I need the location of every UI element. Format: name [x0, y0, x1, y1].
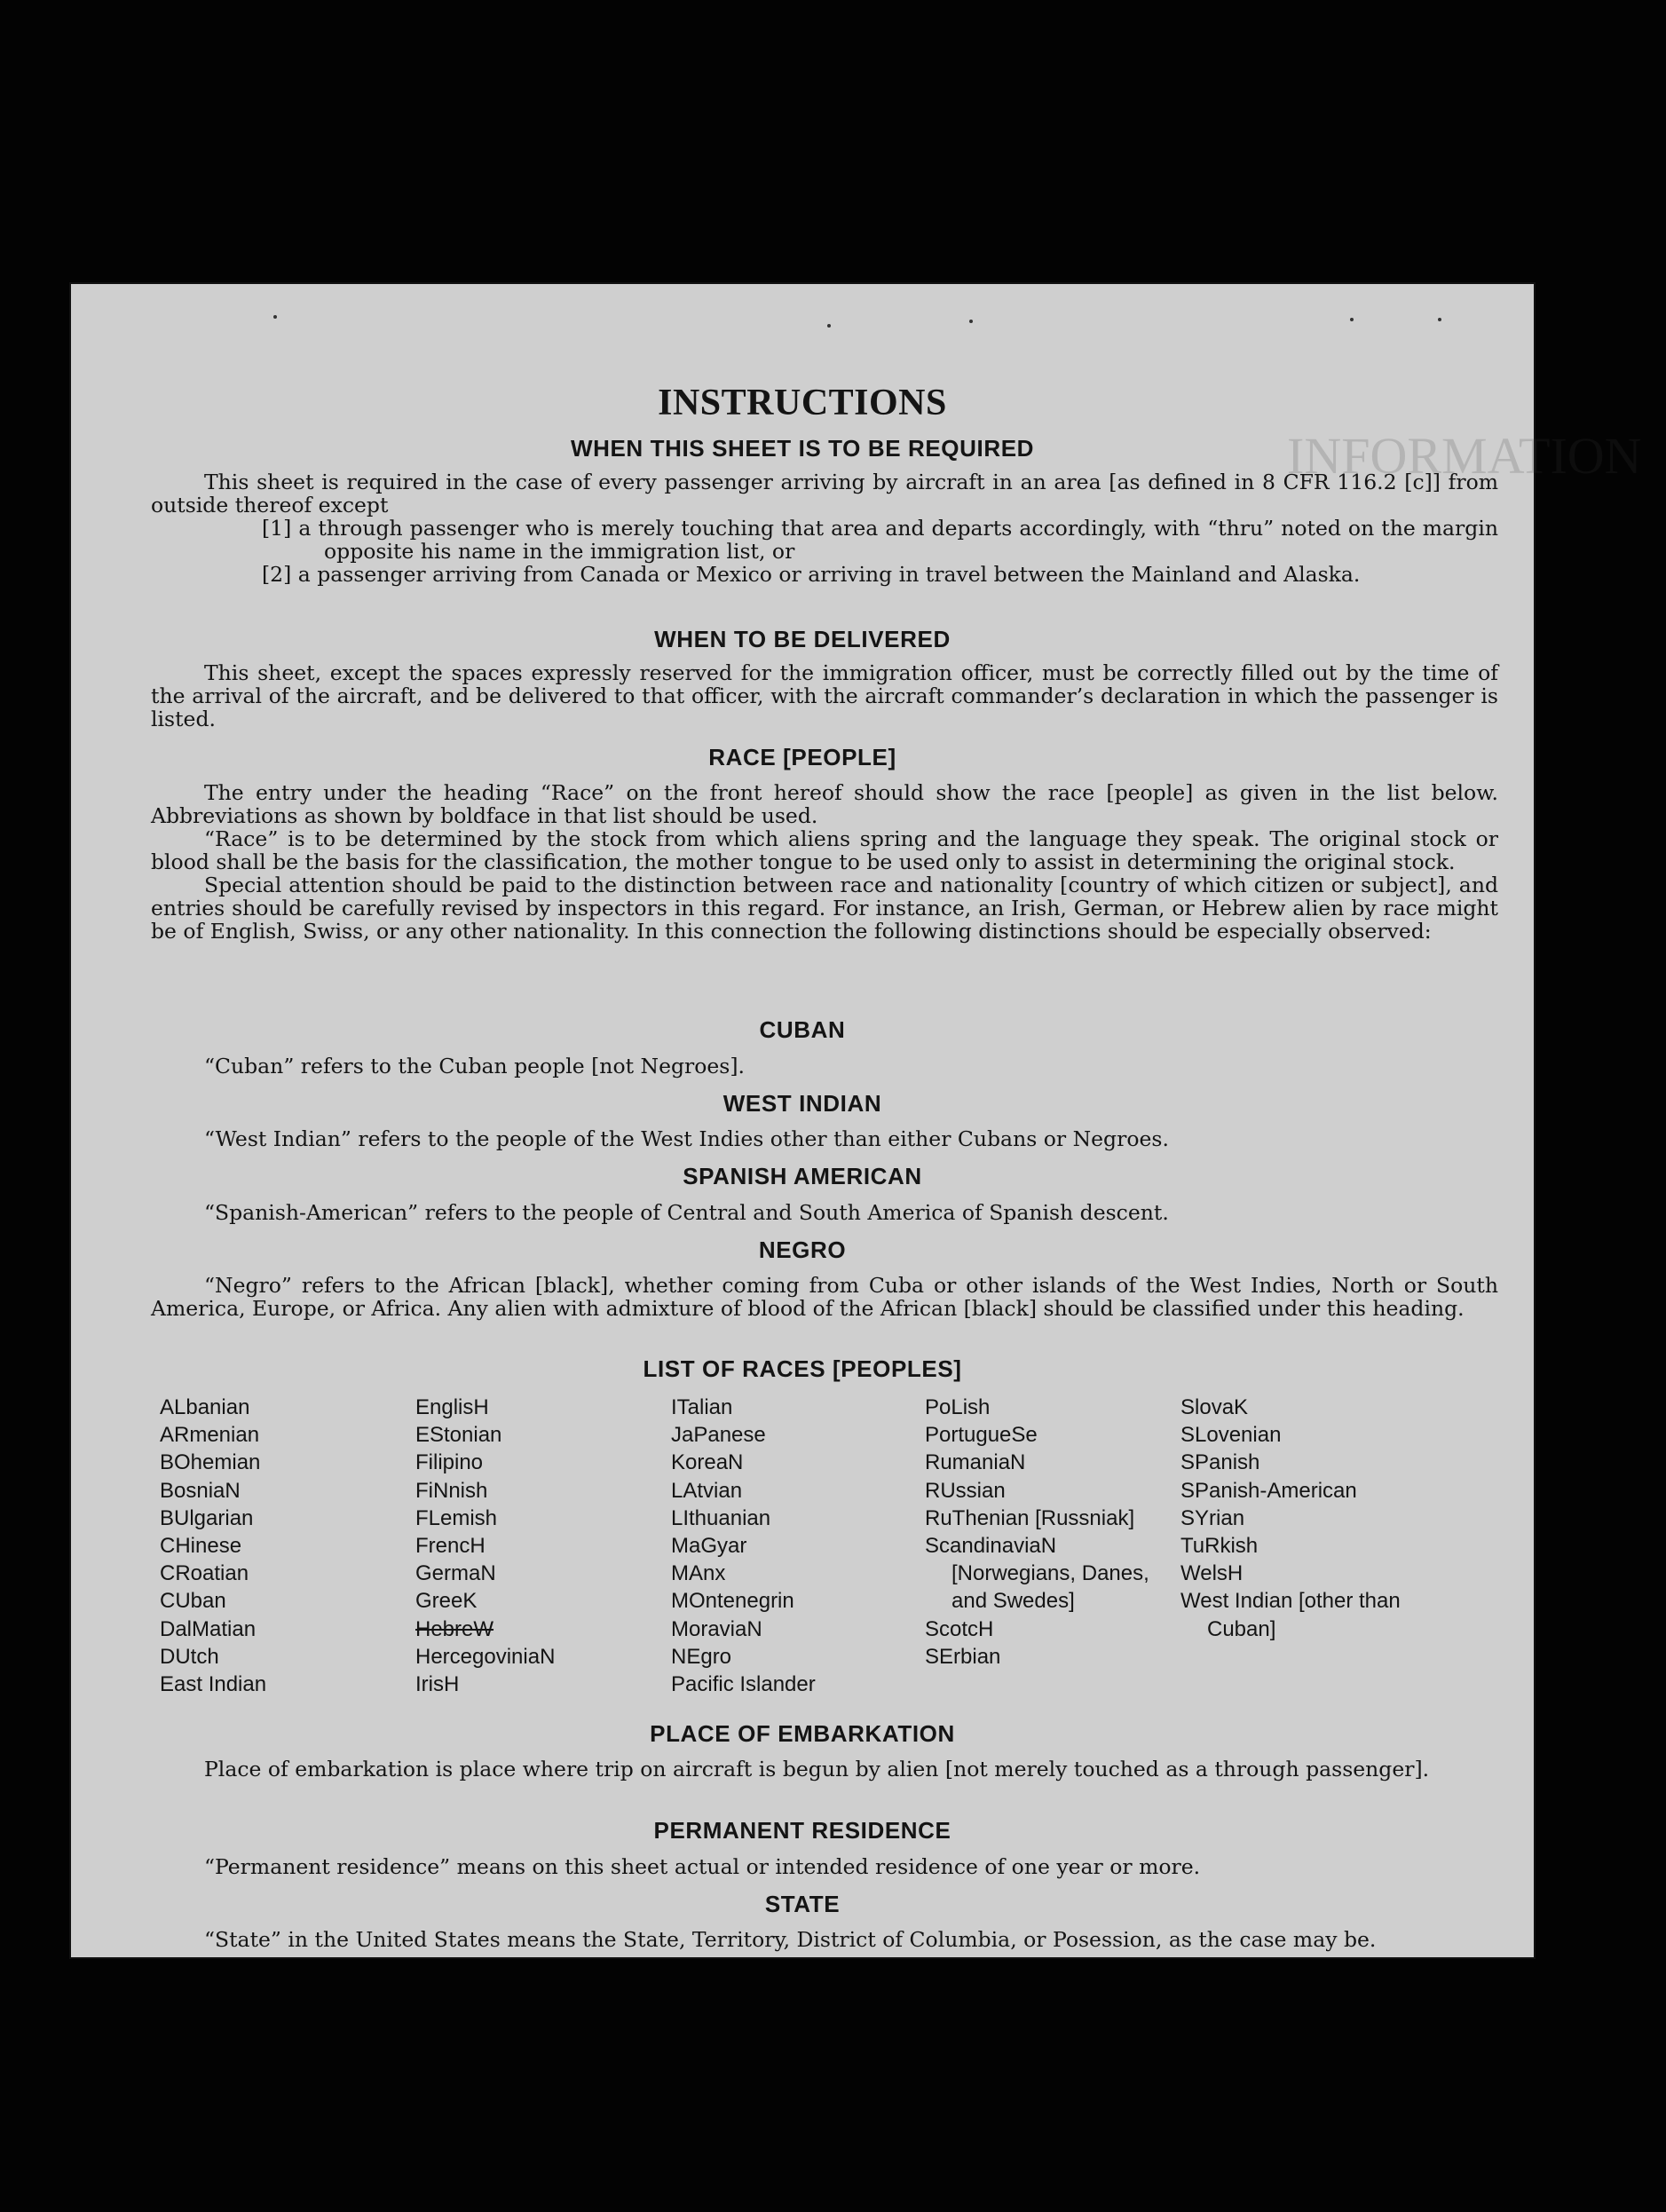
race-list-item: CHinese [160, 1534, 242, 1559]
west-indian-block [151, 1127, 1498, 1150]
race-list-column-2 [415, 1394, 673, 1698]
race-list-item: SPanish-American [1180, 1478, 1357, 1503]
residence-block [151, 1855, 1498, 1878]
race-list-item: SPanish [1180, 1450, 1260, 1475]
race-paragraph-2: “Race” is to be determined by the stock from which aliens spring and the language they speak. The original stock or blood shall be the basis for the classification, the mother tongue to be used only to assist in determining the original stock. [151, 826, 1498, 874]
race-list-item: DUtch [160, 1644, 219, 1669]
race-list-item-struck: HebreW [415, 1616, 494, 1641]
cuban-text: “Cuban” refers to the Cuban people [not Negroes]. [204, 1054, 746, 1078]
race-list-item: CUban [160, 1589, 226, 1614]
west-indian-text: “West Indian” refers to the people of the West Indies other than either Cubans or Negroes. [204, 1126, 1169, 1151]
race-list-item: NEgro [671, 1644, 732, 1669]
race-list-item: LIthuanian [671, 1505, 771, 1530]
race-list-item: SErbian [925, 1644, 1001, 1669]
heading-cuban: CUBAN [759, 1016, 846, 1043]
race-list-item: MaGyar [671, 1534, 747, 1559]
race-list-item: ScotcH [925, 1616, 994, 1641]
heading-west-indian: WEST INDIAN [722, 1090, 882, 1117]
registration-dot [1350, 318, 1354, 321]
heading-when-delivered: WHEN TO BE DELIVERED [654, 626, 951, 652]
document-sheet [71, 284, 1642, 1957]
registration-dot [273, 315, 277, 319]
race-list-item: MOntenegrin [671, 1589, 794, 1614]
race-list-item: KoreaN [671, 1450, 744, 1475]
race-list-item: RuThenian [Russniak] [925, 1505, 1135, 1530]
race-list-item: EStonian [415, 1423, 502, 1448]
race-list-column-1 [160, 1394, 417, 1698]
race-list-column-5 [1180, 1394, 1429, 1643]
race-list-item: GreeK [415, 1589, 478, 1614]
heading-list-of-races: LIST OF RACES [PEOPLES] [643, 1355, 962, 1382]
registration-dot [1438, 318, 1441, 321]
exception-item-1: [1] a through passenger who is merely touching that area and departs accordingly, with “thru” noted on the margin opposite his name in the immigration list, or [262, 516, 1498, 564]
negro-text: “Negro” refers to the African [black], whether coming from Cuba or other islands of the West Indies, North or South America, Europe, or Africa. Any alien with admixture of blood of the African [black] should be classified under this heading. [151, 1273, 1498, 1321]
spanish-american-text: “Spanish-American” refers to the people of Central and South America of Spanish descent. [204, 1200, 1169, 1225]
race-list-item: IrisH [415, 1672, 460, 1697]
race-list-item: RumaniaN [925, 1450, 1026, 1475]
race-list-item: Filipino [415, 1450, 484, 1475]
negro-block [151, 1274, 1498, 1320]
page-title: INSTRUCTIONS [658, 383, 947, 423]
race-list-item: ALbanian [160, 1395, 250, 1419]
race-list-item: Pacific Islander [671, 1672, 816, 1697]
race-list-item: DalMatian [160, 1616, 257, 1641]
race-paragraph-1: The entry under the heading “Race” on the front hereof should show the race [people] as given in the list below. Abbreviations as shown by boldface in that list should be used. [151, 780, 1498, 828]
race-list-item: HercegoviniaN [415, 1644, 556, 1669]
race-list-item: SLovenian [1180, 1423, 1282, 1448]
race-list-item: GermaN [415, 1561, 496, 1586]
when-required-block [151, 470, 1498, 586]
heading-spanish-american: SPANISH AMERICAN [683, 1163, 922, 1189]
embarkation-block [151, 1758, 1498, 1781]
race-list-item: BUlgarian [160, 1505, 254, 1530]
race-list-item: RUssian [925, 1478, 1006, 1503]
race-list-item: FiNnish [415, 1478, 488, 1503]
race-block [151, 781, 1498, 943]
residence-text: “Permanent residence” means on this sheet actual or intended residence of one year or more. [204, 1854, 1201, 1879]
race-list-item: East Indian [160, 1672, 267, 1697]
race-list-item: PortugueSe [925, 1423, 1038, 1448]
race-list-item: BosniaN [160, 1478, 241, 1503]
race-list-column-3 [671, 1394, 928, 1698]
race-paragraph-3: Special attention should be paid to the distinction between race and nationality [country of which citizen or subject], and entries should be carefully revised by inspectors in this regard. For instance, an Irish, German, or Hebrew alien by race might be of English, Swiss, or any other nationality. In this connection the following distinctions should be especially observed: [151, 873, 1498, 944]
race-list-item: ScandinaviaN [Norwegians, Danes, and Swedes] [925, 1534, 1149, 1614]
race-list-item: SlovaK [1180, 1395, 1249, 1419]
race-list-item: FrencH [415, 1534, 486, 1559]
race-list-item: FLemish [415, 1505, 498, 1530]
race-list-item: PoLish [925, 1395, 991, 1419]
cuban-block [151, 1055, 1498, 1078]
race-list-item: BOhemian [160, 1450, 261, 1475]
race-list-item: LAtvian [671, 1478, 743, 1503]
race-list-item: TuRkish [1180, 1534, 1259, 1559]
race-list-item: JaPanese [671, 1423, 766, 1448]
heading-negro: NEGRO [758, 1236, 847, 1263]
race-list-item: MAnx [671, 1561, 726, 1586]
heading-when-required: WHEN THIS SHEET IS TO BE REQUIRED [570, 435, 1035, 462]
race-list-item: WelsH [1180, 1561, 1244, 1586]
when-required-intro: This sheet is required in the case of every passenger arriving by aircraft in an area [as defined in 8 CFR 116.2 [c]] from outside thereof except [151, 470, 1498, 517]
heading-permanent-residence: PERMANENT RESIDENCE [653, 1817, 951, 1844]
race-list-item: SYrian [1180, 1505, 1245, 1530]
embarkation-text: Place of embarkation is place where trip on aircraft is begun by alien [not merely touched as a through passenger]. [204, 1757, 1430, 1781]
state-block [151, 1928, 1498, 1951]
exception-item-2: [2] a passenger arriving from Canada or Mexico or arriving in travel between the Mainland and Alaska. [262, 562, 1361, 587]
race-list-item: ITalian [671, 1395, 733, 1419]
heading-race: RACE [PEOPLE] [708, 744, 896, 770]
spanish-american-block [151, 1201, 1498, 1224]
race-list-item: West Indian [other than Cuban] [1180, 1589, 1401, 1641]
race-list-item: EnglisH [415, 1395, 489, 1419]
bleed-through-text: INFORMATION [1287, 427, 1642, 485]
race-list-column-4 [925, 1394, 1165, 1671]
when-delivered-text: This sheet, except the spaces expressly reserved for the immigration officer, must be correctly filled out by the time of the arrival of the aircraft, and be delivered to that officer, with the aircraft commander’s declaration in which the passenger is listed. [151, 660, 1498, 731]
race-list-item: ARmenian [160, 1423, 260, 1448]
registration-dot [827, 324, 831, 328]
heading-state: STATE [764, 1891, 841, 1917]
state-text: “State” in the United States means the State, Territory, District of Columbia, or Posession, as the case may be. [204, 1927, 1377, 1952]
heading-place-of-embarkation: PLACE OF EMBARKATION [650, 1720, 955, 1747]
race-list-item: CRoatian [160, 1561, 249, 1586]
when-delivered-block [151, 661, 1498, 731]
race-list-item: MoraviaN [671, 1616, 762, 1641]
registration-dot [969, 320, 973, 323]
